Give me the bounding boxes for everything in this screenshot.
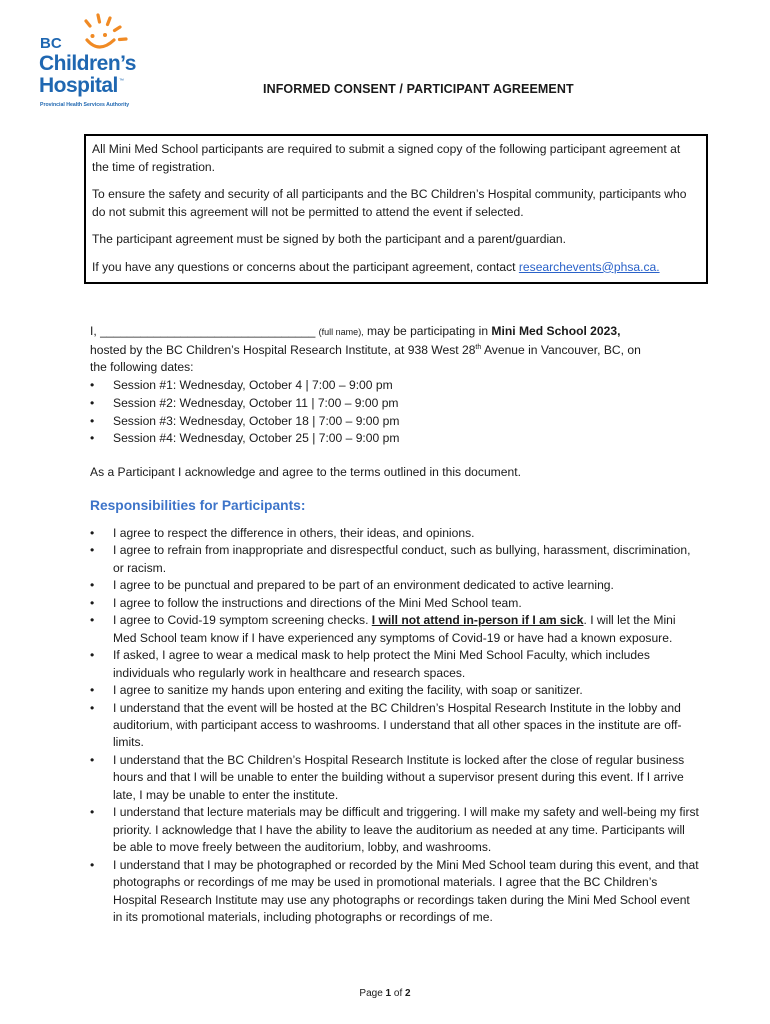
bullet: • [90, 543, 95, 558]
page-number: 1 [385, 988, 392, 999]
logo-tm: ™ [119, 78, 124, 84]
session-text: Session #1: Wednesday, October 4 | 7:00 – 9:00 pm [113, 378, 393, 393]
event-name: Mini Med School 2023, [491, 324, 621, 338]
item-text: If asked, I agree to wear a medical mask to help protect the Mini Med School Faculty, which includes individuals who regularly work in healthcare and research spaces. [113, 648, 650, 680]
notice-paragraph: To ensure the safety and security of all participants and the BC Children’s Hospital community, participants who do not submit this agreement will not be permitted to attend the event if selected. [92, 187, 687, 219]
list-item [90, 647, 700, 682]
list-item [90, 377, 696, 395]
consent-statement [90, 323, 696, 448]
footer-text: Page [359, 988, 386, 999]
item-text: I agree to respect the difference in others, their ideas, and opinions. [113, 526, 475, 540]
bullet: • [90, 857, 95, 872]
contact-text: If you have any questions or concerns about the participant agreement, contact [92, 259, 519, 274]
item-text: I agree to be punctual and prepared to be part of an environment dedicated to active learning. [113, 578, 614, 593]
bullet: • [90, 526, 95, 540]
item-text: I understand that lecture materials may be difficult and triggering. I will make my safety and well-being my first priority. I acknowledge that I have the ability to leave the auditorium as needed at any time. Participants will be able to move freely between the auditorium, lobby, and washrooms. [113, 805, 699, 855]
eye-icon [91, 34, 95, 38]
session-text: Session #4: Wednesday, October 25 | 7:00 – 9:00 pm [113, 431, 400, 446]
logo-bc: BC [40, 35, 62, 52]
item-text: I agree to follow the instructions and directions of the Mini Med School team. [113, 595, 522, 610]
bc-childrens-hospital-logo [30, 12, 160, 112]
dates-label: the following dates: [90, 360, 194, 375]
list-item [90, 542, 700, 577]
item-text: I agree to refrain from inappropriate and disrespectful conduct, such as bullying, harassment, discrimination, or racism. [113, 543, 691, 575]
list-item [90, 525, 700, 542]
page-total: 2 [405, 988, 411, 999]
item-text: I agree to Covid-19 symptom screening checks. [113, 613, 372, 628]
session-list [90, 377, 696, 448]
bullet: • [90, 805, 95, 820]
hosted-text: hosted by the BC Children’s Hospital Research Institute, at 938 West 28 [90, 342, 476, 357]
full-name-note: (full name), [318, 327, 364, 337]
responsibilities-list [90, 525, 700, 926]
bullet: • [90, 378, 95, 393]
acknowledgement: As a Participant I acknowledge and agree to the terms outlined in this document. [90, 465, 521, 479]
bullet: • [90, 683, 95, 698]
item-text: . I will let the Mini Med School team know if I have experienced any symptoms of Covid-19 or have had a known exposure. [113, 613, 676, 645]
list-item [90, 577, 700, 594]
bullet: • [90, 752, 95, 767]
hosted-text: Avenue in Vancouver, BC, on [481, 342, 641, 357]
session-text: Session #3: Wednesday, October 18 | 7:00 – 9:00 pm [113, 413, 400, 428]
logo-childrens: Children’s [39, 52, 136, 75]
contact-email-link[interactable]: researchevents@phsa.ca. [518, 259, 660, 274]
bullet: • [90, 578, 95, 593]
name-blank: I, ________________________________ [90, 324, 319, 338]
list-item [90, 752, 700, 804]
notice-paragraph [92, 259, 700, 277]
session-text: Session #2: Wednesday, October 11 | 7:00 – 9:00 pm [113, 395, 399, 410]
list-item [90, 700, 700, 752]
notice-paragraph: All Mini Med School participants are required to submit a signed copy of the following participant agreement at the time of registration. [92, 142, 681, 174]
list-item [90, 395, 696, 413]
item-text: I understand that I may be photographed or recorded by the Mini Med School team during this event, and that photographs or recordings of me may be used in promotional materials. I agree that the BC Children’s Hospital Research Institute may use any photographs or recordings taken during the Mini Med School event in its promotional materials, including photographs or recordings of me. [113, 857, 699, 924]
document-title: INFORMED CONSENT / PARTICIPANT AGREEMENT [263, 82, 574, 96]
item-text: I understand that the BC Children’s Hospital Research Institute is locked after the close of regular business hours and that I will be unable to enter the building without a supervisor present during this event. If I arrive late, I may be unable to enter the institute. [113, 752, 685, 802]
notice-box [84, 134, 708, 284]
smile-icon [87, 40, 114, 47]
bullet: • [90, 395, 95, 410]
bullet: • [90, 648, 95, 663]
list-item [90, 595, 700, 612]
consent-line [90, 342, 696, 360]
logo-hospital: Hospital [39, 74, 118, 97]
bullet: • [90, 413, 95, 428]
list-item [90, 430, 696, 448]
list-item [90, 857, 700, 927]
bullet: • [90, 431, 95, 446]
footer-text: of [391, 988, 406, 999]
consent-line [90, 323, 696, 342]
eye-icon [103, 33, 107, 37]
emphasis-text: I will not attend in-person if I am sick [371, 613, 584, 628]
list-item [90, 804, 700, 856]
consent-text: may be participating in [363, 324, 492, 338]
list-item [90, 682, 700, 699]
section-heading: Responsibilities for Participants: [90, 498, 306, 513]
item-text: I agree to sanitize my hands upon entering and exiting the facility, with soap or sanitizer. [113, 683, 583, 698]
logo-authority: Provincial Health Services Authority [40, 102, 130, 108]
notice-paragraph: The participant agreement must be signed by both the participant and a parent/guardian. [92, 232, 566, 246]
bullet: • [90, 595, 95, 610]
bullet: • [90, 700, 95, 715]
list-item [90, 612, 700, 647]
page-footer [0, 988, 770, 999]
item-text: I understand that the event will be hosted at the BC Children’s Hospital Research Institute in the lobby and auditorium, with participant access to washrooms. I understand that all other spaces in the institute are off-limits. [113, 700, 682, 750]
list-item [90, 413, 696, 431]
ordinal-suffix: th [475, 343, 482, 351]
bullet: • [90, 613, 95, 628]
